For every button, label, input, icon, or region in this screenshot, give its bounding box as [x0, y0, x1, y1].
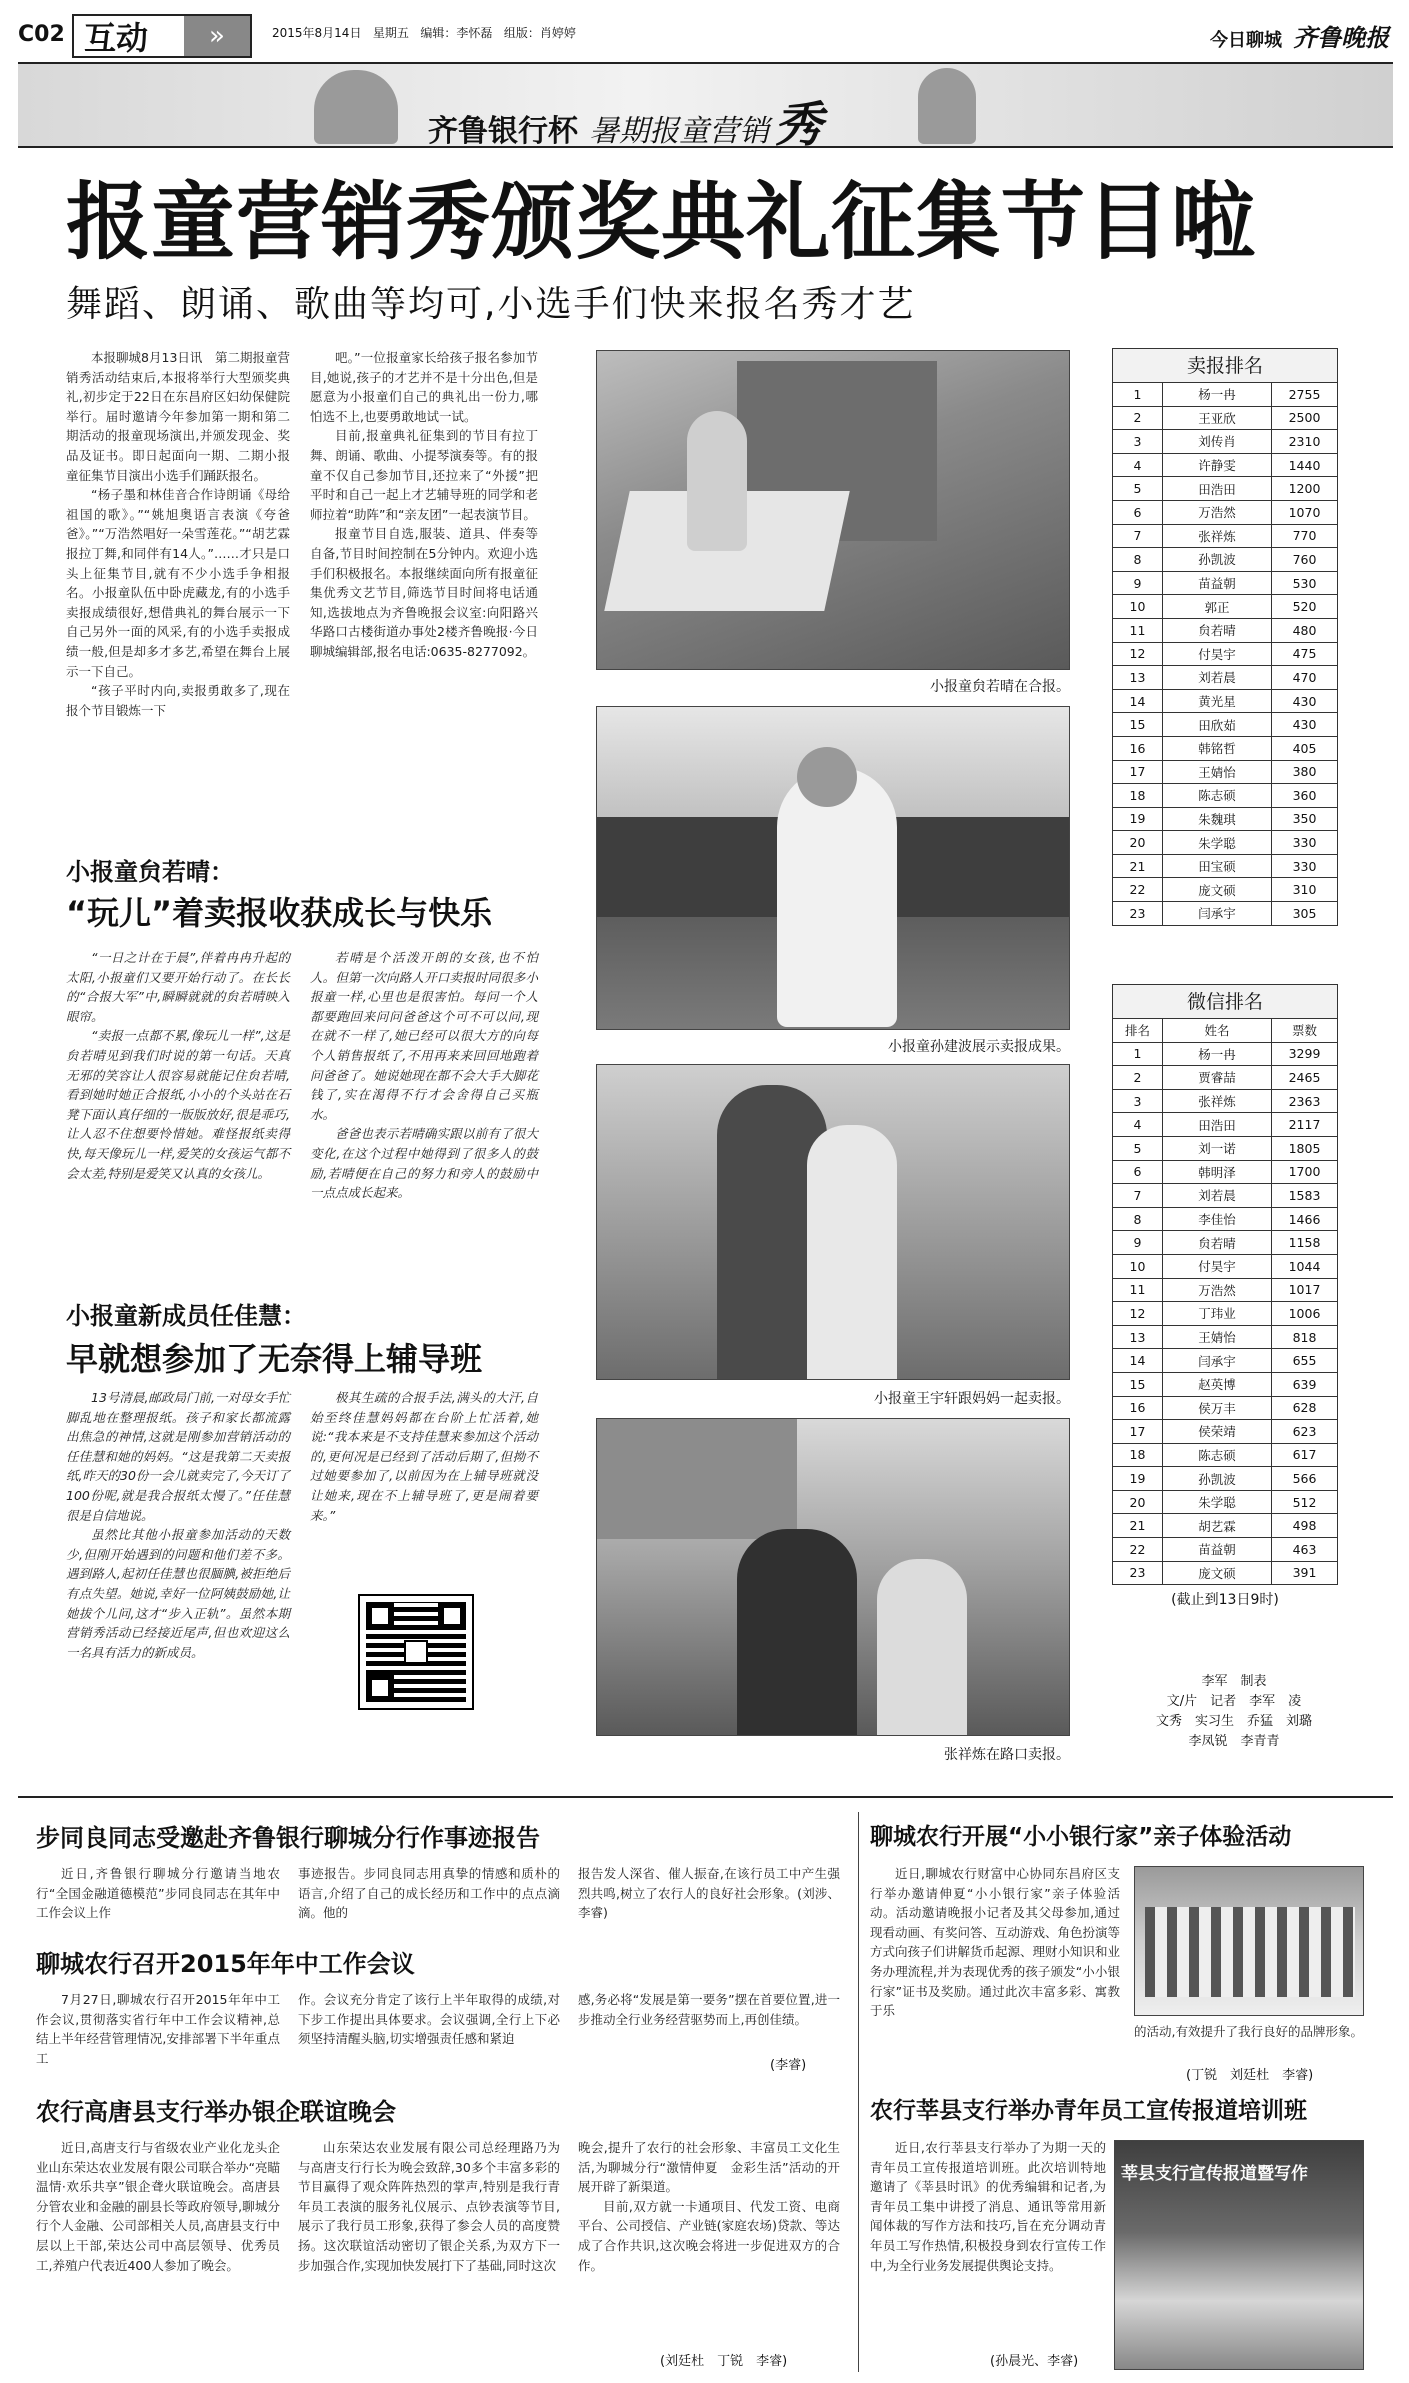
cell-name: 庞文硕 — [1163, 878, 1272, 902]
table-row — [1113, 1066, 1338, 1090]
photo-training-class — [1114, 2140, 1364, 2370]
cell-name: 孙凯波 — [1163, 548, 1272, 572]
cell-value: 566 — [1272, 1467, 1338, 1491]
main-subheadline: 舞蹈、朗诵、歌曲等均可,小选手们快来报名秀才艺 — [66, 284, 916, 325]
table-row — [1113, 1042, 1338, 1066]
issue-designer: 组版：肖婷婷 — [503, 26, 576, 40]
bank-story-c-col2: 山东荣达农业发展有限公司总经理路乃为与高唐支行行长为晚会致辞,30多个丰富多彩的节目赢得了观众阵阵热烈的掌声,特别是我行青年员工表演的服务礼仪展示、点钞表演等节目,展示了我行员工形象,获得了参会人员的高度赞扬。这次联谊活动密切了银企关系,为双方下一步加强合作,实现加快发展打下了基础,同时这次 — [298, 2140, 560, 2273]
cell-value: 1017 — [1272, 1278, 1338, 1302]
table-row — [1113, 477, 1338, 501]
cell-rank: 6 — [1113, 500, 1163, 524]
cell-rank: 7 — [1113, 1184, 1163, 1208]
table-row — [1113, 878, 1338, 902]
chevron-right-icon: » — [184, 16, 250, 56]
cell-rank: 12 — [1113, 642, 1163, 666]
credits: 李军 制表 文/片 记者 李军 凌 文秀 实习生 乔猛 刘璐 李凤锐 李青青 — [1155, 1674, 1312, 1749]
bank-story-a-title: 步同良同志受邀赴齐鲁银行聊城分行作事迹报告 — [36, 1824, 540, 1852]
cell-rank: 4 — [1113, 1113, 1163, 1137]
cell-value: 1440 — [1272, 453, 1338, 477]
section-title: 互动 — [84, 19, 149, 57]
bank-story-c-col3: 晚会,提升了农行的社会形象、丰富员工文化生活,为聊城分行“激情伸夏 金彩生活”活动的开展开辟了新渠道。 目前,双方就一卡通项目、代发工资、电商平台、公司授信、产业链(家庭农场)贷款、等达成了合作共识,这次晚会将进一步促进双方的合作。 — [578, 2140, 840, 2273]
cell-value: 1158 — [1272, 1231, 1338, 1255]
bank-story-d-title: 聊城农行开展“小小银行家”亲子体验活动 — [870, 1824, 1292, 1850]
cell-name: 苗益朝 — [1163, 1538, 1272, 1562]
cell-name: 韩明泽 — [1163, 1160, 1272, 1184]
cell-rank: 3 — [1113, 430, 1163, 454]
bank-story-c-col1: 近日,高唐支行与省级农业产业化龙头企业山东荣达农业发展有限公司联合举办“亮瞄温情·欢乐共享”银企聋火联谊晚会。高唐县分管农业和金融的副县长等政府领导,聊城分行个人金融、公司部相关人员,高唐县支行中层以上干部,荣达公司中高层领导、优秀员工,养殖户代表近400人参加了晚会。 — [36, 2140, 280, 2273]
cell-rank: 21 — [1113, 854, 1163, 878]
table-row — [1113, 1089, 1338, 1113]
cell-value: 818 — [1272, 1325, 1338, 1349]
table-header-row — [1113, 1019, 1338, 1043]
cell-rank: 13 — [1113, 666, 1163, 690]
cell-name: 王亚欣 — [1163, 406, 1272, 430]
cell-rank: 6 — [1113, 1160, 1163, 1184]
bank-story-b-col3: 感,务必将“发展是第一要务”摆在首要位置,进一步推动全行业务经营驱势而上,再创佳绩。 — [578, 1992, 840, 2027]
cell-name: 庞文硕 — [1163, 1561, 1272, 1585]
table-row — [1113, 1113, 1338, 1137]
wechat-ranking-table — [1112, 1018, 1338, 1585]
cell-rank: 17 — [1113, 1420, 1163, 1444]
table-row — [1113, 666, 1338, 690]
cell-rank: 22 — [1113, 878, 1163, 902]
cell-rank: 18 — [1113, 784, 1163, 808]
cell-value: 1044 — [1272, 1254, 1338, 1278]
cell-value: 498 — [1272, 1514, 1338, 1538]
cell-rank: 5 — [1113, 477, 1163, 501]
cell-name: 李佳怡 — [1163, 1207, 1272, 1231]
cell-rank: 19 — [1113, 807, 1163, 831]
cell-value: 430 — [1272, 713, 1338, 737]
issue-weekday: 星期五 — [372, 26, 409, 40]
bank-story-b-col1: 7月27日,聊城农行召开2015年年中工作会议,贯彻落实省行年中工作会议精神,总结上半年经营管理情况,安排部署下半年重点工 — [36, 1992, 280, 2066]
bank-story-b-col2: 作。会议充分肯定了该行上半年取得的成绩,对下步工作提出具体要求。会议强调,全行上下必须坚持清醒头脑,切实增强责任感和紧迫 — [298, 1992, 560, 2047]
cell-value: 305 — [1272, 902, 1338, 926]
story2-kicker: 小报童新成员任佳慧： — [66, 1302, 306, 1330]
cell-name: 朱魏琪 — [1163, 807, 1272, 831]
cell-name: 王婧怡 — [1163, 1325, 1272, 1349]
sales-ranking-table — [1112, 382, 1338, 926]
header-votes: 票数 — [1272, 1019, 1338, 1043]
cell-value: 760 — [1272, 548, 1338, 572]
cell-rank: 15 — [1113, 713, 1163, 737]
story1-kicker: 小报童贠若晴： — [66, 858, 234, 886]
cell-value: 463 — [1272, 1538, 1338, 1562]
cell-name: 付昊宇 — [1163, 1254, 1272, 1278]
table-row — [1113, 1420, 1338, 1444]
cell-rank: 15 — [1113, 1372, 1163, 1396]
cell-rank: 2 — [1113, 1066, 1163, 1090]
table-row — [1113, 571, 1338, 595]
cell-value: 3299 — [1272, 1042, 1338, 1066]
cell-rank: 21 — [1113, 1514, 1163, 1538]
cell-rank: 18 — [1113, 1443, 1163, 1467]
cell-name: 付昊宇 — [1163, 642, 1272, 666]
cell-name: 刘若晨 — [1163, 666, 1272, 690]
cell-value: 1070 — [1272, 500, 1338, 524]
cell-rank: 16 — [1113, 736, 1163, 760]
table-row — [1113, 595, 1338, 619]
photo-girl-folding-papers — [596, 350, 1070, 670]
cell-rank: 2 — [1113, 406, 1163, 430]
table-row — [1113, 642, 1338, 666]
cell-value: 655 — [1272, 1349, 1338, 1373]
cell-name: 郭正 — [1163, 595, 1272, 619]
caption-photo-3: 小报童王宇轩跟妈妈一起卖报。 — [874, 1391, 1070, 1407]
table-row — [1113, 1443, 1338, 1467]
photo-boy-raising-arms — [596, 706, 1070, 1030]
table-row — [1113, 1231, 1338, 1255]
table-row — [1113, 430, 1338, 454]
column-divider — [858, 1812, 859, 2372]
cell-rank: 7 — [1113, 524, 1163, 548]
cell-name: 杨一冉 — [1163, 383, 1272, 407]
cell-name: 陈志硕 — [1163, 1443, 1272, 1467]
table-row — [1113, 1184, 1338, 1208]
table-row — [1113, 1372, 1338, 1396]
cell-value: 360 — [1272, 784, 1338, 808]
cell-rank: 11 — [1113, 1278, 1163, 1302]
cell-rank: 23 — [1113, 1561, 1163, 1585]
header-name: 姓名 — [1163, 1019, 1272, 1043]
masthead — [0, 0, 1409, 70]
wechat-ranking — [1112, 984, 1338, 1609]
cell-name: 赵英博 — [1163, 1372, 1272, 1396]
cell-rank: 17 — [1113, 760, 1163, 784]
cell-name: 陈志硕 — [1163, 784, 1272, 808]
cell-rank: 9 — [1113, 1231, 1163, 1255]
cell-value: 380 — [1272, 760, 1338, 784]
table-row — [1113, 1514, 1338, 1538]
cell-rank: 11 — [1113, 618, 1163, 642]
table-row — [1113, 1561, 1338, 1585]
cell-value: 405 — [1272, 736, 1338, 760]
bank-story-a-col2: 事迹报告。步同良同志用真挚的情感和质朴的语言,介绍了自己的成长经历和工作中的点点滴滴。他的 — [298, 1866, 560, 1921]
table-row — [1113, 500, 1338, 524]
table-row — [1113, 1136, 1338, 1160]
cell-name: 田欣茹 — [1163, 713, 1272, 737]
table-row — [1113, 1254, 1338, 1278]
sales-ranking — [1112, 348, 1338, 926]
cell-rank: 3 — [1113, 1089, 1163, 1113]
cell-value: 770 — [1272, 524, 1338, 548]
caption-photo-2: 小报童孙建波展示卖报成果。 — [888, 1039, 1070, 1055]
bank-story-a-col1: 近日,齐鲁银行聊城分行邀请当地农行“全国金融道德模范”步同良同志在其年中工作会议上作 — [36, 1866, 280, 1921]
table-row — [1113, 713, 1338, 737]
lead-column-2: 吧。”一位报童家长给孩子报名参加节目,她说,孩子的才艺并不是十分出色,但是愿意为小报童们自己的典礼出一份力,哪怕选不上,也要勇敢地试一试。 目前,报童典礼征集到的节目有拉丁舞、朗诵、歌曲、小提琴演奏等。有的报童不仅自己参加节目,还拉来了“外援”把平时和自己一起上才艺辅导班的同学和老师拉着“助阵”和“亲友团”一起表演节目。 报童节目自选,服装、道具、伴奏等自备,节目时间控制在5分钟内。欢迎小选手们积极报名。本报继续面向所有报童征集优秀文艺节目,筛选节目时间将电话通知,选拔地点为齐鲁晚报会议室:向阳路兴华路口古楼街道办事处2楼齐鲁晚报·今日聊城编辑部,报名电话:0635-8277092。 — [310, 350, 538, 659]
banner-children-figure-right — [918, 68, 976, 144]
cell-value: 430 — [1272, 689, 1338, 713]
cell-name: 田浩田 — [1163, 1113, 1272, 1137]
table-row — [1113, 831, 1338, 855]
cell-name: 贠若晴 — [1163, 1231, 1272, 1255]
cell-name: 田宝硕 — [1163, 854, 1272, 878]
brand-paper-logo: 齐鲁晚报 — [1293, 23, 1390, 52]
bank-story-b-title: 聊城农行召开2015年年中工作会议 — [36, 1950, 415, 1978]
page-number: C02 — [18, 22, 65, 47]
table-row — [1113, 784, 1338, 808]
table-row — [1113, 548, 1338, 572]
cell-name: 刘一诺 — [1163, 1136, 1272, 1160]
cell-value: 520 — [1272, 595, 1338, 619]
banner-title: 齐鲁银行杯 暑期报童营销 秀 — [428, 97, 823, 153]
cell-value: 617 — [1272, 1443, 1338, 1467]
cell-name: 丁玮业 — [1163, 1302, 1272, 1326]
lead-column-1: 本报聊城8月13日讯 第二期报童营销秀活动结束后,本报将举行大型颁奖典礼,初步定于22日在东昌府区妇幼保健院举行。届时邀请今年参加第一期和第二期活动的报童现场演出,并颁发现金、奖品及证书。即日起面向一期、二期小报童征集节目演出小选手们踊跃报名。 “杨子墨和林佳音合作诗朗诵《母给祖国的歌》。”“姚旭奥语言表演《夸爸爸》。”“万浩然唱好一朵雪莲花。”“胡艺霖报拉丁舞,和同伴有14人。”……才只是口头上征集节目,就有不少小选手争相报名。小报童队伍中卧虎藏龙,有的小选手卖报成绩很好,想借典礼的舞台展示一下自己另外一面的风采,有的小选手卖报成绩一般,但是却多才多艺,希望在舞台上展示一下自己。 “孩子平时内向,卖报勇敢多了,现在报个节目锻炼一下 — [66, 350, 290, 718]
story1-column-1: “一日之计在于晨”,伴着冉冉升起的太阳,小报童们又要开始行动了。在长长的“合报大军”中,瞬瞬就就的贠若晴映入眼帘。 “卖报一点都不累,像玩儿一样”,这是贠若晴见到我们时说的第一句话。天真无邪的笑容让人很容易就能记住贠若晴,看到她时她正合报纸,小小的个头站在石凳下面认真仔细的一版版放好,很是乖巧,让人忍不住想要怜惜她。难怪报纸卖得快,每天像玩儿一样,爱笑的女孩运气都不会太差,特别是爱笑又认真的女孩儿。 — [66, 950, 290, 1181]
bank-story-a-col3: 报告发人深省、催人振奋,在该行员工中产生强烈共鸣,树立了农行人的良好社会形象。(刘涉、李睿) — [578, 1866, 840, 1921]
table-row — [1113, 524, 1338, 548]
cell-name: 张祥炼 — [1163, 524, 1272, 548]
cell-value: 639 — [1272, 1372, 1338, 1396]
cell-value: 470 — [1272, 666, 1338, 690]
cell-name: 万浩然 — [1163, 500, 1272, 524]
cell-name: 田浩田 — [1163, 477, 1272, 501]
cell-value: 1466 — [1272, 1207, 1338, 1231]
header-rank: 排名 — [1113, 1019, 1163, 1043]
cell-value: 1200 — [1272, 477, 1338, 501]
cell-value: 628 — [1272, 1396, 1338, 1420]
cell-rank: 12 — [1113, 1302, 1163, 1326]
bank-story-e-sign: (孙晨光、李睿) — [990, 2354, 1079, 2369]
cell-name: 侯荣靖 — [1163, 1420, 1272, 1444]
cell-value: 350 — [1272, 807, 1338, 831]
cell-name: 朱学聪 — [1163, 1490, 1272, 1514]
cell-value: 480 — [1272, 618, 1338, 642]
table-row — [1113, 1349, 1338, 1373]
cell-value: 2755 — [1272, 383, 1338, 407]
cell-rank: 23 — [1113, 902, 1163, 926]
issue-editor: 编辑：李怀磊 — [420, 26, 493, 40]
table-row — [1113, 406, 1338, 430]
photo-kids-banking — [1134, 1866, 1364, 2016]
cell-name: 杨一冉 — [1163, 1042, 1272, 1066]
cell-rank: 10 — [1113, 595, 1163, 619]
cell-name: 刘若晨 — [1163, 1184, 1272, 1208]
table-row — [1113, 902, 1338, 926]
cell-value: 623 — [1272, 1420, 1338, 1444]
cell-name: 贾睿喆 — [1163, 1066, 1272, 1090]
cell-name: 刘传肖 — [1163, 430, 1272, 454]
cell-value: 1006 — [1272, 1302, 1338, 1326]
cell-value: 1583 — [1272, 1184, 1338, 1208]
cell-name: 闫承宇 — [1163, 902, 1272, 926]
cell-value: 330 — [1272, 831, 1338, 855]
cell-name: 万浩然 — [1163, 1278, 1272, 1302]
cell-value: 2310 — [1272, 430, 1338, 454]
bank-story-b-sign: (李睿) — [770, 2058, 807, 2073]
story2-column-1: 13号清晨,邮政局门前,一对母女手忙脚乱地在整理报纸。孩子和家长都流露出焦急的神情,这就是刚参加营销活动的任佳慧和她的妈妈。“这是我第二天卖报纸,昨天的30份一会儿就卖完了,今天订了100份呢,就是我合报纸太慢了。”任佳慧很是自信地说。 虽然比其他小报童参加活动的天数少,但刚开始遇到的问题和他们差不多。遇到路人,起初任佳慧也很腼腆,被拒绝后有点失望。她说,幸好一位阿姨鼓励她,让她拔个儿问,这才“步入正轨”。虽然本期营销秀活动已经接近尾声,但也欢迎这么一名具有活力的新成员。 — [66, 1390, 290, 1660]
bank-story-e-title: 农行莘县支行举办青年员工宣传报道培训班 — [870, 2098, 1307, 2124]
cell-rank: 19 — [1113, 1467, 1163, 1491]
table-row — [1113, 1490, 1338, 1514]
bank-story-c-title: 农行高唐县支行举办银企联谊晚会 — [36, 2098, 396, 2126]
story2-column-2: 极其生疏的合报手法,满头的大汗,自始至终佳慧妈妈都在台阶上忙活着,她说:“我本来是不支持佳慧来参加这个活动的,更何况是已经到了活动后期了,但拗不过她要参加了,以前因为在上辅导班就没让她来,现在不上辅导班了,更是闹着要来。” — [310, 1390, 538, 1523]
cell-rank: 14 — [1113, 1349, 1163, 1373]
brand-city: 今日聊城 — [1210, 30, 1282, 51]
banner-children-figure-left — [314, 70, 398, 144]
table-row — [1113, 1207, 1338, 1231]
photo-boy-with-mother — [596, 1064, 1070, 1380]
cell-rank: 1 — [1113, 1042, 1163, 1066]
photo-street-selling — [596, 1418, 1070, 1736]
cell-value: 2363 — [1272, 1089, 1338, 1113]
cell-name: 贠若晴 — [1163, 618, 1272, 642]
cell-value: 391 — [1272, 1561, 1338, 1585]
bank-story-c-sign: (刘廷杜 丁锐 李睿) — [660, 2354, 788, 2369]
story1-column-2: 若晴是个活泼开朗的女孩,也不怕人。但第一次向路人开口卖报时同很多小报童一样,心里也是很害怕。每问一个人都要跑回来问问爸爸这个可不可以问,现在就不一样了,她已经可以很大方的向每个人销售报纸了,不用再来来回回地跑着问爸爸了。她说她现在都不会大手大脚花钱了,实在渴得不行才会舍得自己买瓶水。 爸爸也表示若晴确实跟以前有了很大变化,在这个过程中她得到了很多人的鼓励,若晴便在自己的努力和旁人的鼓励中一点点成长起来。 — [310, 950, 538, 1201]
issue-info — [272, 24, 576, 41]
cell-name: 胡艺霖 — [1163, 1514, 1272, 1538]
table-row — [1113, 1160, 1338, 1184]
caption-photo-4: 张祥炼在路口卖报。 — [944, 1747, 1070, 1763]
cell-rank: 5 — [1113, 1136, 1163, 1160]
table-row — [1113, 1302, 1338, 1326]
table-row — [1113, 736, 1338, 760]
cell-value: 475 — [1272, 642, 1338, 666]
cell-value: 1805 — [1272, 1136, 1338, 1160]
story2-title: 早就想参加了无奈得上辅导班 — [66, 1340, 483, 1378]
table-row — [1113, 1396, 1338, 1420]
cell-rank: 22 — [1113, 1538, 1163, 1562]
qr-code[interactable] — [360, 1596, 472, 1708]
cell-value: 530 — [1272, 571, 1338, 595]
table-row — [1113, 1538, 1338, 1562]
cell-name: 韩铭哲 — [1163, 736, 1272, 760]
cell-name: 孙凯波 — [1163, 1467, 1272, 1491]
cell-rank: 9 — [1113, 571, 1163, 595]
cell-value: 2500 — [1272, 406, 1338, 430]
cell-rank: 20 — [1113, 831, 1163, 855]
cell-name: 王婧怡 — [1163, 760, 1272, 784]
table-row — [1113, 854, 1338, 878]
sales-ranking-title: 卖报排名 — [1112, 348, 1338, 382]
caption-photo-1: 小报童贠若晴在合报。 — [930, 679, 1070, 695]
cell-rank: 16 — [1113, 1396, 1163, 1420]
cell-rank: 8 — [1113, 1207, 1163, 1231]
cell-name: 许静雯 — [1163, 453, 1272, 477]
bank-story-d-sign: (丁锐 刘廷杜 李睿) — [1186, 2068, 1314, 2083]
cell-name: 张祥炼 — [1163, 1089, 1272, 1113]
cell-name: 苗益朝 — [1163, 571, 1272, 595]
cell-rank: 8 — [1113, 548, 1163, 572]
bank-story-e-text: 近日,农行莘县支行举办了为期一天的青年员工宣传报道培训班。此次培训特地邀请了《莘县时讯》的优秀编辑和记者,为青年员工集中讲授了消息、通讯等常用新闻体裁的写作方法和技巧,旨在充分调动青年员工写作热情,积极投身到农行宣传工作中,为全行业务发展提供舆论支持。 — [870, 2140, 1106, 2273]
bank-story-d-text2: 的活动,有效提升了我行良好的品牌形象。 — [1134, 2024, 1363, 2039]
wechat-ranking-title: 微信排名 — [1112, 984, 1338, 1018]
cell-rank: 13 — [1113, 1325, 1163, 1349]
cell-rank: 10 — [1113, 1254, 1163, 1278]
table-row — [1113, 807, 1338, 831]
cell-name: 朱学聪 — [1163, 831, 1272, 855]
main-headline: 报童营销秀颁奖典礼征集节目啦 — [66, 173, 1257, 271]
cell-value: 310 — [1272, 878, 1338, 902]
bank-story-d-text: 近日,聊城农行财富中心协同东昌府区支行举办邀请伸夏“小小银行家”亲子体验活动。活动邀请晚报小记者及其父母参加,通过现看动画、有奖问答、互动游戏、角色扮演等方式向孩子们讲解货币起源、理财小知识和业务办理流程,并为表现优秀的孩子颁发“小小银行家”证书及奖励。通过此次丰富多彩、寓教于乐 — [870, 1866, 1121, 2019]
table-row — [1113, 383, 1338, 407]
table-row — [1113, 1278, 1338, 1302]
table-row — [1113, 453, 1338, 477]
table-row — [1113, 760, 1338, 784]
training-banner-text: 莘县支行宣传报道暨写作 — [1121, 2164, 1308, 2184]
cell-value: 1700 — [1272, 1160, 1338, 1184]
cell-name: 黄光星 — [1163, 689, 1272, 713]
ranking-cutoff-note: (截止到13日9时) — [1171, 1592, 1279, 1609]
cell-rank: 1 — [1113, 383, 1163, 407]
table-row — [1113, 1467, 1338, 1491]
cell-value: 512 — [1272, 1490, 1338, 1514]
campaign-banner — [18, 64, 1393, 153]
section-divider — [18, 1796, 1393, 1798]
table-row — [1113, 618, 1338, 642]
cell-value: 2465 — [1272, 1066, 1338, 1090]
cell-rank: 4 — [1113, 453, 1163, 477]
cell-rank: 14 — [1113, 689, 1163, 713]
section-tag — [72, 14, 252, 58]
table-row — [1113, 689, 1338, 713]
cell-name: 侯万丰 — [1163, 1396, 1272, 1420]
story1-title: “玩儿”着卖报收获成长与快乐 — [66, 894, 493, 932]
cell-value: 2117 — [1272, 1113, 1338, 1137]
cell-name: 闫承宇 — [1163, 1349, 1272, 1373]
cell-value: 330 — [1272, 854, 1338, 878]
issue-date: 2015年8月14日 — [272, 26, 362, 40]
table-row — [1113, 1325, 1338, 1349]
brand — [1210, 18, 1389, 53]
cell-rank: 20 — [1113, 1490, 1163, 1514]
